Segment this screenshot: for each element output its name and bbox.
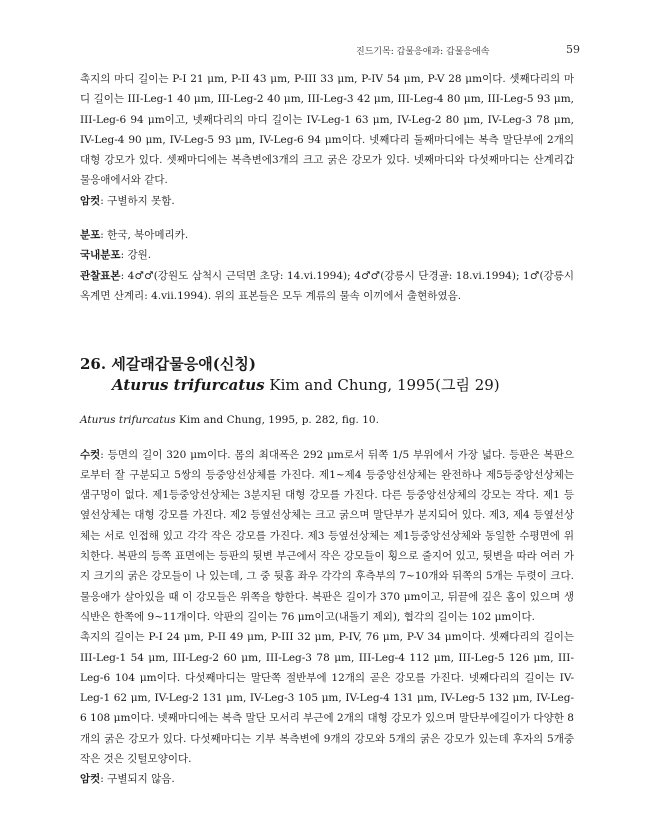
female-note-2 [80, 769, 574, 789]
material-examined [80, 266, 574, 307]
male-description [80, 445, 574, 628]
section-title: 26. 세갈래갑물응애(신칭) [80, 355, 256, 374]
domestic-label: 국내분포 [80, 249, 121, 262]
species-authority: Kim and Chung, 1995(그림 29) [264, 376, 500, 395]
distribution-label: 분포 [80, 229, 101, 242]
domestic-distribution [80, 245, 574, 265]
female-label: 암컷 [80, 194, 101, 207]
material-label: 관찰표본 [80, 269, 121, 282]
journal-title: 진드기목: 갑물응애과: 갑물응애속 [356, 47, 490, 57]
species-name: Aturus trifurcatus [112, 376, 265, 395]
distribution-text: : 한국, 북아메리카. [100, 229, 189, 242]
citation-species: Aturus trifurcatus [80, 414, 176, 427]
female-label-2: 암컷 [80, 773, 101, 786]
distribution [80, 225, 574, 245]
male-label: 수컷 [80, 448, 101, 461]
material-text: : 4♂♂(강원도 삼척시 근덕면 초당: 14.vi.1994); 4♂♂(강릉시 단경골: 18.vi.1994); 1♂(강릉시 옥계면 산계리: 4.vii.1994). 위의 표본들은 모두 계류의 물속 이끼에서 출현하였음. [80, 269, 574, 302]
domestic-text: : 강원. [120, 249, 152, 262]
page-number: 59 [566, 43, 580, 56]
female-text: : 구별하지 못함. [100, 194, 175, 207]
female-note [80, 191, 574, 211]
palp-leg-paragraph: 촉지의 마디 길이는 P-I 21 μm, P-II 43 μm, P-III 33 μm, P-IV 54 μm, P-V 28 μm이다. 셋째다리의 마디 길이는 III-Leg-1 40 μm, III-Leg-2 40 μm, III-Leg-3 42 μm, III-Leg-4 80 μm, III-Leg-5 93 μm, III-Leg-6 94 μm이고, 넷째다리의 마디 길이는 IV-Leg-1 63 μm, IV-Leg-2 80 μm, IV-Leg-3 78 μm, IV-Leg-4 90 μm, IV-Leg-5 93 μm, IV-Leg-6 94 μm이다. 넷째다리 둘째마디에는 복측 말단부에 2개의 대형 강모가 있다. 셋째마디에는 복측변에3개의 크고 굵은 강모가 있다. 넷째마디와 다섯째마디는 산계리갑물응애에서와 같다. [80, 73, 574, 187]
page-body [80, 69, 574, 790]
female-text-2: : 구별되지 않음. [100, 773, 175, 786]
synonymy-citation [80, 410, 574, 430]
male-appendages: 촉지의 길이는 P-I 24 μm, P-II 49 μm, P-III 32 μm, P-IV, 76 μm, P-V 34 μm이다. 셋째다리의 길이는 III-Leg-1 54 μm, III-Leg-2 60 μm, III-Leg-3 78 μm, III-Leg-4 112 μm, III-Leg-5 126 μm, III-Leg-6 104 μm이다. 다섯째마디는 말단쪽 절반부에 12개의 곧은 강모를 가진다. 넷째다리의 길이는 IV-Leg-1 62 μm, IV-Leg-2 131 μm, IV-Leg-3 105 μm, IV-Leg-4 131 μm, IV-Leg-5 132 μm, IV-Leg-6 108 μm이다. 넷째마디에는 복측 말단 모서리 부근에 2개의 대형 강모가 있으며 말단부에길이가 다양한 8개의 굵은 강모가 있다. 다섯째마디는 기부 복측변에 9개의 강모와 5개의 굵은 강모가 있는데 후자의 5개중 작은 것은 깃털모양이다. [80, 631, 574, 766]
male-text: : 등면의 길이 320 μm이다. 몸의 최대폭은 292 μm로서 뒤쪽 1/5 부위에서 가장 넓다. 등판은 복판으로부터 잘 구분되고 5쌍의 등중앙선상체를 가진다. 제1~제4 등중앙선상체는 완전하나 제5등중앙선상체는 샘구멍이 없다. 제1등중앙선상체는 3분지된 대형 강모를 가진다. 다른 등중앙선상체의 강모는 작다. 제1 등옆선상체는 대형 강모를 가진다. 제2 등옆선상체는 크고 굵으며 말단부가 분지되어 있다. 제3, 제4 등옆선상체는 서로 인접해 있고 각각 작은 강모를 가진다. 제3 등옆선상체는 제1등중앙선상체와 동일한 수평면에 위치한다. 복판의 등쪽 표면에는 등판의 뒷변 부근에서 작은 강모들이 횡으로 줄지어 있고, 뒷변을 따라 여러 가지 크기의 굵은 강모들이 나 있는데, 그 중 뒷홈 좌우 각각의 후측부의 7~10개와 뒤쪽의 5개는 두렷이 크다. 물응애가 살아있을 때 이 강모들은 위쪽을 향한다. 복판은 길이가 370 μm이고, 뒤끝에 깊은 홈이 있으며 생식반은 한쪽에 9~11개이다. 악판의 길이는 76 μm이고(내돌기 제외), 협각의 길이는 102 μm이다. [80, 448, 574, 623]
citation-rest: Kim and Chung, 1995, p. 282, fig. 10. [175, 414, 379, 427]
section-subtitle [80, 374, 574, 396]
